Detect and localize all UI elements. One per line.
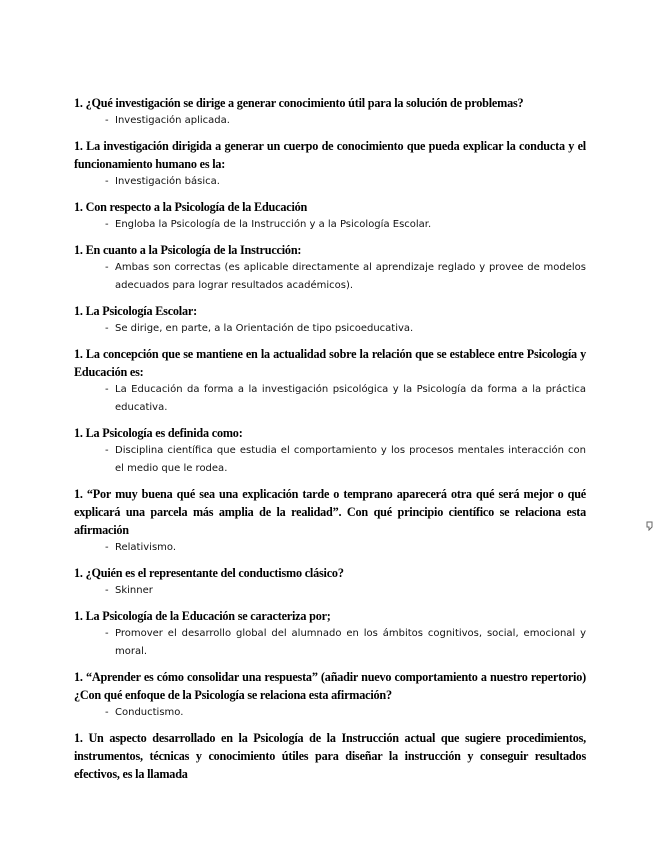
answer-value: Skinner <box>115 585 153 596</box>
answer-text <box>74 582 586 600</box>
qa-item <box>74 198 586 234</box>
bullet-dash: - <box>105 323 109 334</box>
qa-item <box>74 729 586 783</box>
quiz-list <box>74 94 586 790</box>
answer-value: Ambas son correctas (es aplicable directamente al aprendizaje reglado y provee de modelos adecuados para lograr resultados académicos). <box>115 262 586 291</box>
question-text: 1. La Psicología es definida como: <box>74 426 243 440</box>
answer-value: Se dirige, en parte, a la Orientación de tipo psicoeducativa. <box>115 323 414 334</box>
answer-value: La Educación da forma a la investigación psicológica y la Psicología da forma a la práctica educativa. <box>115 384 586 413</box>
answer-value: Conductismo. <box>115 707 184 718</box>
bullet-dash: - <box>105 445 109 456</box>
question-text: 1. ¿Qué investigación se dirige a generar conocimiento útil para la solución de problemas? <box>74 96 524 110</box>
bullet-dash: - <box>105 262 109 273</box>
bullet-dash: - <box>105 115 109 126</box>
comment-marker-icon[interactable] <box>646 521 654 531</box>
bullet-dash: - <box>105 542 109 553</box>
answer-text <box>74 539 586 557</box>
question-text: 1. La investigación dirigida a generar un cuerpo de conocimiento que pueda explicar la conducta y el funcionamiento humano es la: <box>74 139 586 171</box>
answer-text <box>74 704 586 722</box>
bullet-dash: - <box>105 176 109 187</box>
qa-item <box>74 302 586 338</box>
question-text: 1. “Aprender es cómo consolidar una respuesta” (añadir nuevo comportamiento a nuestro repertorio) ¿Con qué enfoque de la Psicología se relaciona esta afirmación? <box>74 670 586 702</box>
qa-item <box>74 345 586 417</box>
qa-item <box>74 485 586 557</box>
answer-text <box>74 320 586 338</box>
answer-text <box>74 259 586 295</box>
qa-item <box>74 137 586 191</box>
answer-text <box>74 216 586 234</box>
question-text: 1. Con respecto a la Psicología de la Educación <box>74 200 308 214</box>
question-text: 1. La Psicología Escolar: <box>74 304 197 318</box>
answer-value: Investigación básica. <box>115 176 220 187</box>
answer-value: Investigación aplicada. <box>115 115 230 126</box>
question-text: 1. La Psicología de la Educación se caracteriza por; <box>74 609 331 623</box>
question-text: 1. En cuanto a la Psicología de la Instrucción: <box>74 243 302 257</box>
qa-item <box>74 668 586 722</box>
qa-item <box>74 241 586 295</box>
answer-value: Relativismo. <box>115 542 177 553</box>
qa-item <box>74 94 586 130</box>
answer-text <box>74 625 586 661</box>
answer-text <box>74 442 586 478</box>
answer-text <box>74 112 586 130</box>
answer-value: Engloba la Psicología de la Instrucción y a la Psicología Escolar. <box>115 219 432 230</box>
comment-marker-shape <box>646 521 654 531</box>
answer-text <box>74 381 586 417</box>
question-text: 1. ¿Quién es el representante del conductismo clásico? <box>74 566 344 580</box>
answer-value: Disciplina científica que estudia el comportamiento y los procesos mentales interacción con el medio que le rodea. <box>115 445 586 474</box>
bullet-dash: - <box>105 628 109 639</box>
answer-value: Promover el desarrollo global del alumnado en los ámbitos cognitivos, social, emocional y moral. <box>115 628 586 657</box>
bullet-dash: - <box>105 585 109 596</box>
question-text: 1. “Por muy buena qué sea una explicación tarde o temprano aparecerá otra qué será mejor o qué explicará una parcela más amplia de la realidad”. Con qué principio científico se relaciona esta afirmación <box>74 487 586 537</box>
qa-item <box>74 424 586 478</box>
bullet-dash: - <box>105 219 109 230</box>
qa-item <box>74 564 586 600</box>
question-text: 1. Un aspecto desarrollado en la Psicología de la Instrucción actual que sugiere procedimientos, instrumentos, técnicas y conocimiento útiles para diseñar la instrucción y conseguir resultados efectivos, es la llamada <box>74 731 586 781</box>
answer-text <box>74 173 586 191</box>
question-text: 1. La concepción que se mantiene en la actualidad sobre la relación que se establece entre Psicología y Educación es: <box>74 347 586 379</box>
bullet-dash: - <box>105 384 109 395</box>
bullet-dash: - <box>105 707 109 718</box>
qa-item <box>74 607 586 661</box>
